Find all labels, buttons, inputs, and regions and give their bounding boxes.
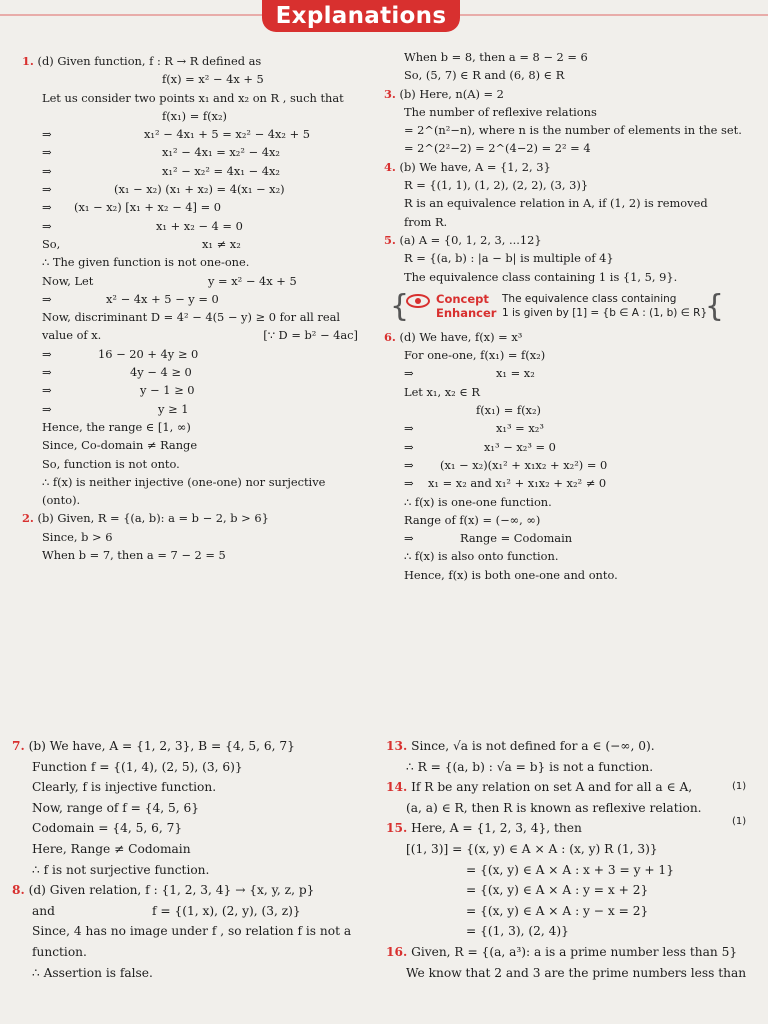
- mark-label: (1): [732, 816, 747, 828]
- q7-line-5: Codomain = {4, 5, 6, 7}: [32, 821, 183, 836]
- q2-line-3: When b = 7, then a = 7 − 2 = 5: [42, 548, 226, 563]
- q1-number: 1.: [22, 54, 34, 68]
- implies-symbol: ⇒: [404, 531, 414, 546]
- q6-line-14: Hence, f(x) is both one-one and onto.: [404, 567, 618, 582]
- q1-line-14: ⇒ x² − 4x + 5 − y = 0: [22, 290, 382, 308]
- left-column-top: [22, 52, 382, 564]
- q6-line-12: ⇒ Range = Codomain: [384, 529, 724, 547]
- q1-line-1: 1. (d) Given function, f : R → R defined as: [22, 54, 262, 68]
- q1-line-22: Since, Co-domain ≠ Range: [42, 438, 198, 453]
- q1-line-12: ∴ The given function is not one-one.: [42, 255, 250, 270]
- q7-line-1: 7. (b) We have, A = {1, 2, 3}, B = {4, 5, 6, 7}: [12, 739, 295, 753]
- q15-line-1: 15. Here, A = {1, 2, 3, 4}, then (1): [386, 818, 746, 839]
- implies-symbol: ⇒: [42, 163, 52, 178]
- implies-symbol: ⇒: [404, 439, 414, 454]
- q8-line-5: ∴ Assertion is false.: [32, 965, 153, 980]
- q6-line-13: ∴ f(x) is also onto function.: [404, 549, 559, 564]
- q1-line-7: ⇒ x₁² − x₂² = 4x₁ − 4x₂: [22, 162, 382, 180]
- implies-symbol: ⇒: [42, 182, 52, 197]
- q3-line-4: = 2^(2²−2) = 2^(4−2) = 2² = 4: [404, 141, 591, 156]
- q6-line-5: f(x₁) = f(x₂): [476, 403, 541, 418]
- q6-line-1: 6. (d) We have, f(x) = x³: [384, 329, 523, 344]
- q8-line-2: and f = {(1, x), (2, y), (3, z)}: [32, 903, 301, 918]
- q7-line-4: Now, range of f = {4, 5, 6}: [32, 800, 200, 815]
- right-column-top: [384, 48, 742, 584]
- q6-line-10: ∴ f(x) is one-one function.: [404, 494, 552, 509]
- implies-symbol: ⇒: [42, 346, 52, 361]
- q15-line-2: [(1, 3)] = {(x, y) ∈ A × A : (x, y) R (1, 3)}: [406, 841, 658, 856]
- q3-line-3: = 2^(n²−n), where n is the number of elements in the set.: [404, 123, 742, 138]
- mark-label: (1): [732, 781, 747, 793]
- q3-line-2: The number of reflexive relations: [404, 104, 597, 119]
- q2-line-2: Since, b > 6: [42, 529, 113, 544]
- q2-number: 2.: [22, 511, 34, 526]
- q14-line-2: (a, a) ∈ R, then R is known as reflexive relation.: [406, 800, 702, 815]
- implies-symbol: ⇒: [404, 421, 414, 436]
- q5-line-3: The equivalence class containing 1 is {1, 5, 9}.: [404, 269, 678, 284]
- q1-line-5: ⇒ x₁² − 4x₁ + 5 = x₂² − 4x₂ + 5: [22, 125, 382, 143]
- q2-cont-line-2: So, (5, 7) ∈ R and (6, 8) ∈ R: [404, 68, 565, 83]
- q16-line-1: 16. Given, R = {(a, a³): a is a prime number less than 5}: [386, 944, 738, 959]
- right-brace: {: [704, 288, 724, 324]
- q6-line-3: ⇒ x₁ = x₂: [384, 364, 724, 382]
- q3-number: 3.: [384, 86, 396, 101]
- q13-line-1: 13. Since, √a is not defined for a ∈ (−∞, 0).: [386, 739, 655, 753]
- q4-line-4: from R.: [404, 214, 448, 229]
- q16-line-2: We know that 2 and 3 are the prime numbers less than: [406, 965, 747, 980]
- q15-line-3: = {(x, y) ∈ A × A : x + 3 = y + 1}: [466, 862, 674, 877]
- q8-line-4: function.: [32, 944, 87, 959]
- q6-line-8: ⇒ (x₁ − x₂)(x₁² + x₁x₂ + x₂²) = 0: [384, 456, 724, 474]
- q5-line-1: 5. (a) A = {0, 1, 2, 3, ...12}: [384, 232, 542, 247]
- implies-symbol: ⇒: [42, 145, 52, 160]
- q8-line-1: 8. (d) Given relation, f : {1, 2, 3, 4} → {x, y, z, p}: [12, 883, 315, 898]
- implies-symbol: ⇒: [42, 383, 52, 398]
- implies-symbol: ⇒: [42, 365, 52, 380]
- q1-line-18: ⇒ 4y − 4 ≥ 0: [22, 363, 382, 381]
- q1-line-25: (onto).: [42, 493, 81, 508]
- q7-line-3: Clearly, f is injective function.: [32, 780, 217, 795]
- q6-line-6: ⇒ x₁³ = x₂³: [384, 419, 724, 437]
- eye-icon: [406, 294, 430, 308]
- q6-line-7: ⇒ x₁³ − x₂³ = 0: [384, 438, 724, 456]
- concept-enhancer-box: [390, 290, 724, 326]
- q4-line-1: 4. (b) We have, A = {1, 2, 3}: [384, 159, 551, 174]
- q15-number: 15.: [386, 821, 408, 836]
- q6-number: 6.: [384, 329, 396, 344]
- implies-symbol: ⇒: [42, 218, 52, 233]
- q1-line-17: ⇒ 16 − 20 + 4y ≥ 0: [22, 345, 382, 363]
- implies-symbol: ⇒: [404, 476, 414, 491]
- q6-line-2: For one-one, f(x₁) = f(x₂): [404, 348, 546, 363]
- q1-line-24: ∴ f(x) is neither injective (one-one) nor surjective: [42, 474, 326, 489]
- q14-line-1: 14. If R be any relation on set A and for all a ∈ A, (1): [386, 777, 746, 798]
- q4-line-2: R = {(1, 1), (1, 2), (2, 2), (3, 3)}: [404, 178, 589, 193]
- q7-line-2: Function f = {(1, 4), (2, 5), (3, 6)}: [32, 759, 243, 774]
- implies-symbol: ⇒: [42, 291, 52, 306]
- concept-text: The equivalence class containing 1 is given by [1] = {b ∈ A : (1, b) ∈ R}: [502, 292, 708, 319]
- q1-line-20: ⇒ y ≥ 1: [22, 400, 382, 418]
- q7-line-6: Here, Range ≠ Codomain: [32, 841, 191, 856]
- q4-line-3: R is an equivalence relation in A, if (1, 2) is removed: [404, 196, 708, 211]
- concept-title: Concept Enhancer: [436, 291, 497, 320]
- q1-line-6: ⇒ x₁² − 4x₁ = x₂² − 4x₂: [22, 143, 382, 161]
- right-column-bottom: [386, 736, 746, 983]
- q6-line-9: ⇒ x₁ = x₂ and x₁² + x₁x₂ + x₂² ≠ 0: [384, 474, 724, 492]
- q4-number: 4.: [384, 159, 396, 174]
- q16-number: 16.: [386, 944, 408, 959]
- implies-symbol: ⇒: [404, 366, 414, 381]
- q1-line-2: f(x) = x² − 4x + 5: [162, 72, 264, 87]
- q8-number: 8.: [12, 883, 25, 898]
- q1-line-10: ⇒ x₁ + x₂ − 4 = 0: [22, 217, 382, 235]
- q1-line-13: Now, Let y = x² − 4x + 5: [42, 273, 297, 288]
- q8-line-3: Since, 4 has no image under f , so relation f is not a: [32, 924, 352, 939]
- q1-line-21: Hence, the range ∈ [1, ∞): [42, 419, 191, 434]
- q15-line-6: = {(1, 3), (2, 4)}: [466, 924, 569, 939]
- implies-symbol: ⇒: [42, 401, 52, 416]
- q5-line-2: R = {(a, b) : |a − b| is multiple of 4}: [404, 251, 614, 266]
- page-title: Explanations: [262, 0, 460, 32]
- q1-line-16: value of x. [∵ D = b² − 4ac]: [42, 328, 358, 343]
- q6-line-4: Let x₁, x₂ ∈ R: [404, 384, 480, 399]
- q6-line-11: Range of f(x) = (−∞, ∞): [404, 512, 541, 527]
- q1-line-11: So, x₁ ≠ x₂: [42, 236, 241, 251]
- q15-line-5: = {(x, y) ∈ A × A : y − x = 2}: [466, 903, 649, 918]
- q1-line-3: Let us consider two points x₁ and x₂ on R , such that: [42, 90, 344, 105]
- left-column-bottom: [12, 736, 382, 983]
- q1-line-19: ⇒ y − 1 ≥ 0: [22, 381, 382, 399]
- implies-symbol: ⇒: [42, 200, 52, 215]
- implies-symbol: ⇒: [404, 457, 414, 472]
- q7-line-7: ∴ f is not surjective function.: [32, 862, 210, 877]
- q1-line-23: So, function is not onto.: [42, 456, 180, 471]
- q1-line-4: f(x₁) = f(x₂): [162, 108, 227, 123]
- q5-number: 5.: [384, 232, 396, 247]
- q1-line-9: ⇒ (x₁ − x₂) [x₁ + x₂ − 4] = 0: [22, 198, 382, 216]
- q2-cont-line-1: When b = 8, then a = 8 − 2 = 6: [404, 50, 588, 64]
- q14-number: 14.: [386, 780, 408, 795]
- q7-number: 7.: [12, 739, 25, 753]
- q15-line-4: = {(x, y) ∈ A × A : y = x + 2}: [466, 883, 649, 898]
- q1-line-8: ⇒ (x₁ − x₂) (x₁ + x₂) = 4(x₁ − x₂): [22, 180, 382, 198]
- q13-number: 13.: [386, 739, 408, 753]
- q2-line-1: 2. (b) Given, R = {(a, b): a = b − 2, b > 6}: [22, 511, 269, 526]
- q3-line-1: 3. (b) Here, n(A) = 2: [384, 86, 504, 101]
- q13-line-2: ∴ R = {(a, b) : √a = b} is not a function.: [406, 759, 654, 774]
- implies-symbol: ⇒: [42, 127, 52, 142]
- q1-line-15: Now, discriminant D = 4² − 4(5 − y) ≥ 0 for all real: [42, 310, 341, 325]
- left-brace: {: [390, 288, 410, 324]
